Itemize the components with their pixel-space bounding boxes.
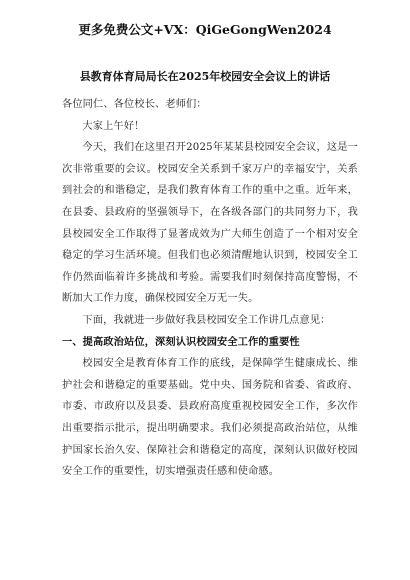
paragraph-section-1: 校园安全是教育体育工作的底线，是保障学生健康成长、维护社会和谐稳定的重要基础。党中央、国务院和省委、省政府、市委、市政府以及县委、县政府高度重视校园安全工作，多次作出重要指示批示，提出明确要求。我们必须提高政治站位，从维护国家长治久安、保障社会和谐稳定的高度，深刻认识做好校园安全工作的重要性，切实增强责任感和使命感。 — [62, 358, 358, 478]
document-body — [62, 94, 358, 483]
greeting: 大家上午好！ — [82, 120, 145, 132]
document-title: 县教育体育局局长在2025年校园安全会议上的讲话 — [79, 70, 331, 83]
salutation: 各位同仁、各位校长、老师们： — [62, 99, 207, 110]
promo-banner: 更多免费公文+VX：QiGeGongWen2024 — [78, 22, 332, 37]
section-heading-1: 一、提高政治站位，深刻认识校园安全工作的重要性 — [62, 335, 300, 348]
paragraph-opening: 今天，我们在这里召开2025年某某县校园安全会议，这是一次非常重要的会议。校园安全关系到千家万户的幸福安宁，关系到社会的和谐稳定，是我们教育体育工作的重中之重。近年来，在县委、县政府的坚强领导下，在各级各部门的共同努力下，我县校园安全工作取得了显著成效为广大师生创造了一个相对安全稳定的学习生活环境。但我们也必须清醒地认识到，校园安全工作仍然面临着许多挑战和考验。需要我们时刻保持高度警惕，不断加大工作力度，确保校园安全万无一失。 — [62, 142, 358, 305]
paragraph-transition: 下面，我就进一步做好我县校园安全工作讲几点意见： — [82, 314, 331, 326]
